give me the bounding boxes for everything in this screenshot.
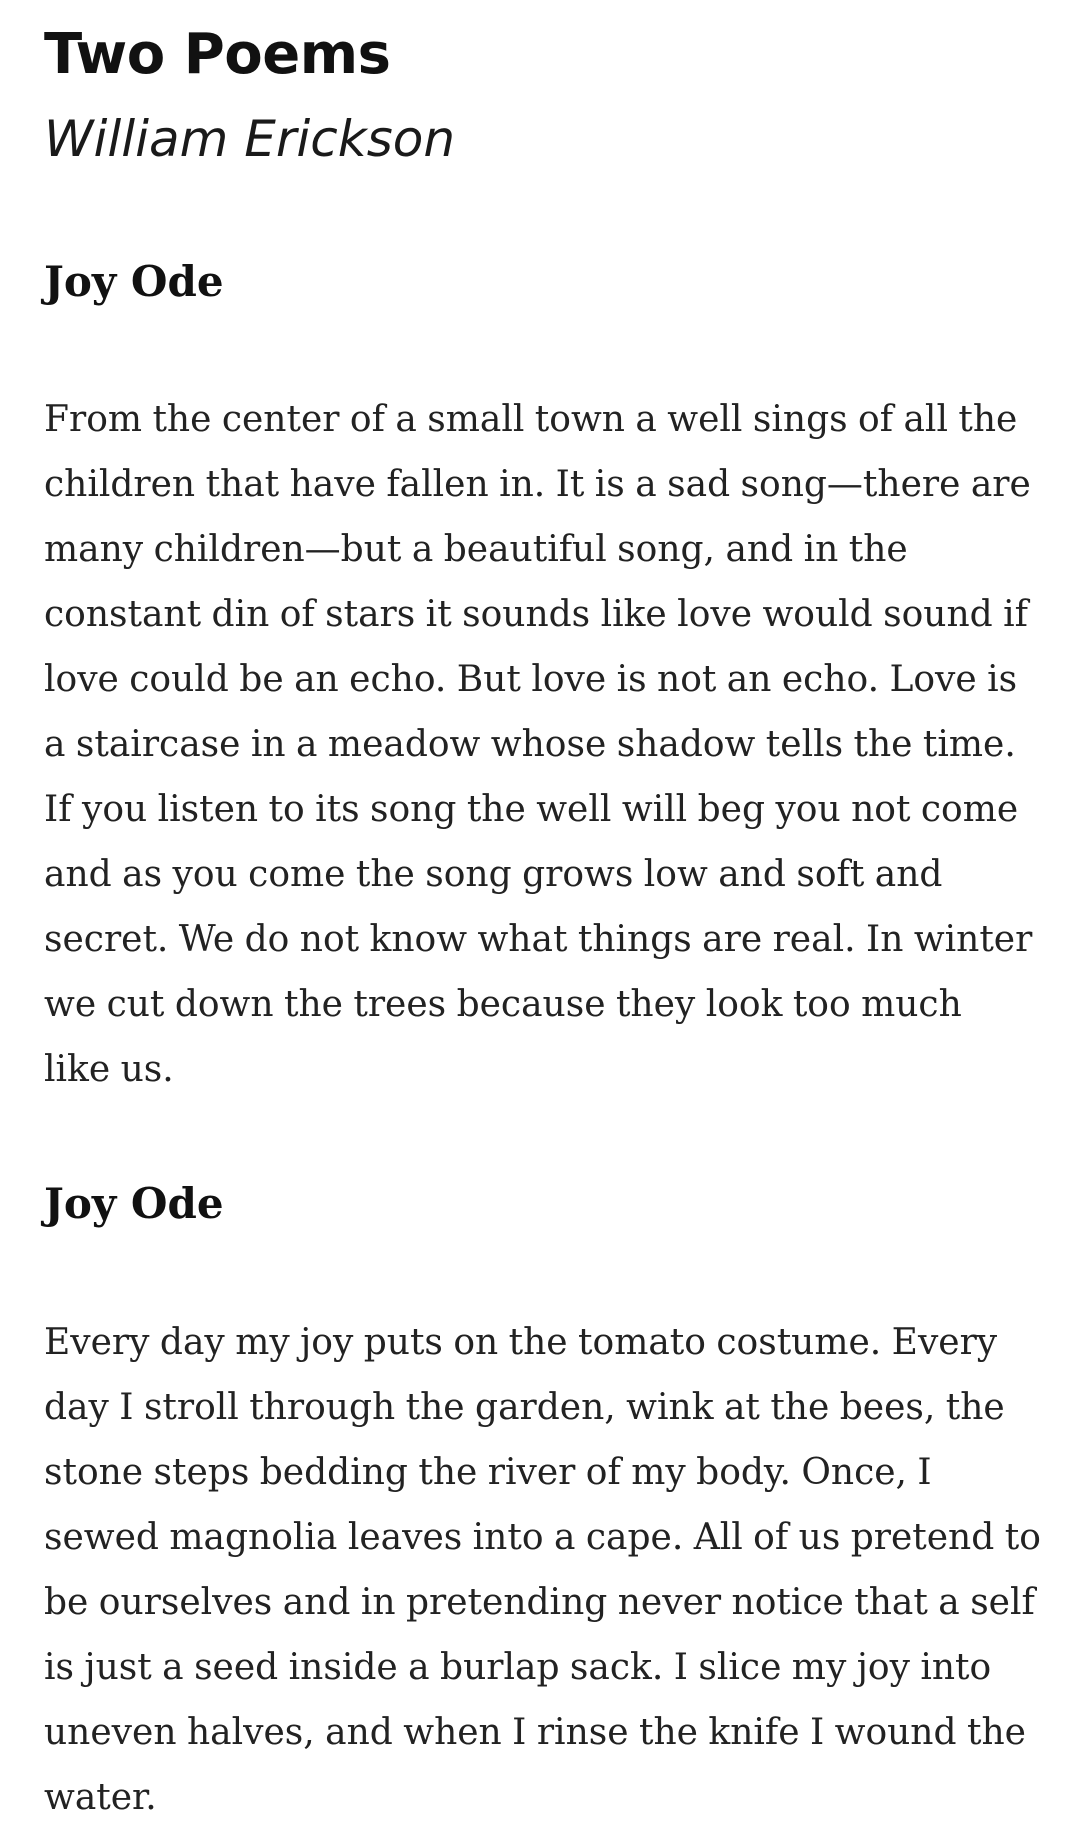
poem-title: Joy Ode bbox=[44, 257, 224, 306]
poem-line: a staircase in a meadow whose shadow tells the time. bbox=[44, 724, 1016, 765]
poem-line: secret. We do not know what things are real. In winter bbox=[44, 919, 1033, 960]
poem-title: Joy Ode bbox=[44, 1179, 224, 1228]
poem-line: is just a seed inside a burlap sack. I slice my joy into bbox=[44, 1647, 992, 1688]
poem-line: uneven halves, and when I rinse the knife I wound the bbox=[44, 1712, 1026, 1753]
poem-section bbox=[44, 254, 1054, 1090]
page-title: Two Poems bbox=[44, 22, 391, 87]
poem-line: be ourselves and in pretending never notice that a self bbox=[44, 1582, 1035, 1623]
poem-line: we cut down the trees because they look too much bbox=[44, 984, 962, 1025]
poem-line: Every day my joy puts on the tomato costume. Every bbox=[44, 1322, 998, 1363]
author-name: William Erickson bbox=[44, 110, 456, 168]
poem-line: water. bbox=[44, 1777, 157, 1818]
poem-line: constant din of stars it sounds like love would sound if bbox=[44, 594, 1028, 635]
poem-line: many children—but a beautiful song, and in the bbox=[44, 529, 908, 570]
poem-line: sewed magnolia leaves into a cape. All of us pretend to bbox=[44, 1517, 1041, 1558]
poem-line: children that have fallen in. It is a sad song—there are bbox=[44, 464, 1031, 505]
poem-body bbox=[44, 1310, 1041, 1830]
poem-line: From the center of a small town a well sings of all the bbox=[44, 399, 1018, 440]
poem-body bbox=[44, 387, 1032, 1102]
poem-line: love could be an echo. But love is not an echo. Love is bbox=[44, 659, 1018, 700]
poem-line: like us. bbox=[44, 1049, 174, 1090]
poem-line: If you listen to its song the well will beg you not come bbox=[44, 789, 1019, 830]
poem-line: stone steps bedding the river of my body. Once, I bbox=[44, 1452, 932, 1493]
poem-section bbox=[44, 1176, 1054, 1818]
poem-line: day I stroll through the garden, wink at the bees, the bbox=[44, 1387, 1005, 1428]
poem-line: and as you come the song grows low and soft and bbox=[44, 854, 943, 895]
